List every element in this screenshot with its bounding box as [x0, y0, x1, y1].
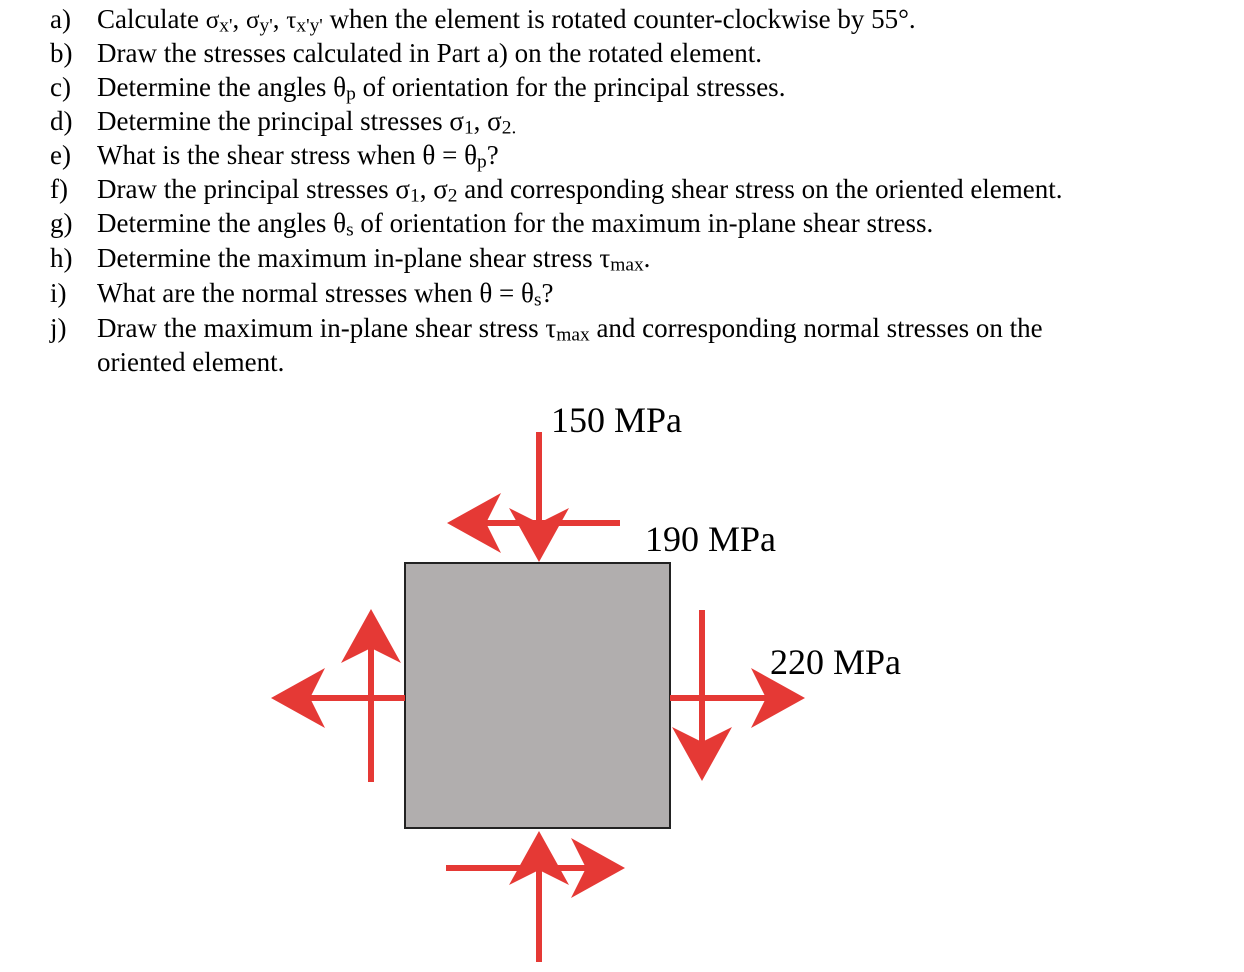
question-text: Determine the angles $\theta_s$ of orientation for the maximum in-plane shear stress. — [97, 208, 934, 241]
question-label: a) — [50, 4, 71, 34]
stress-element-square — [405, 563, 670, 828]
question-label: b) — [50, 38, 73, 68]
label-190-mpa: 190 MPa — [645, 519, 777, 559]
question-label: d) — [50, 106, 73, 136]
question-label: c) — [50, 72, 71, 102]
question-label: j) — [50, 313, 67, 343]
question-text: Determine the maximum in-plane shear stress $\tau_{max}$. — [97, 243, 651, 276]
question-text: Draw the maximum in-plane shear stress $\tau_{max}$ and corresponding normal stresses on the — [97, 313, 1043, 346]
question-label: f) — [50, 174, 68, 204]
question-label: e) — [50, 140, 71, 170]
question-label: h) — [50, 243, 73, 273]
question-text: Determine the angles $\theta_p$ of orientation for the principal stresses. — [97, 72, 786, 105]
question-text: Draw the principal stresses $\sigma_1$, $\sigma_2$ and corresponding shear stress on the oriented element. — [97, 174, 1063, 207]
question-text: What are the normal stresses when $\theta = \theta_s$? — [97, 278, 554, 311]
question-label: g) — [50, 208, 73, 238]
question-label: i) — [50, 278, 67, 308]
question-text: oriented element. — [97, 347, 285, 377]
question-text: Determine the principal stresses $\sigma_1$, $\sigma_{2.}$ — [97, 106, 517, 139]
label-220-mpa: 220 MPa — [770, 642, 902, 682]
label-150-mpa: 150 MPa — [551, 400, 683, 440]
question-text: Calculate $\sigma_{x'}$, $\sigma_{y'}$, $\tau_{x'y'}$ when the element is rotated counter-clockwise by 55°. — [97, 4, 916, 37]
question-text: Draw the stresses calculated in Part a) on the rotated element. — [97, 38, 762, 68]
question-text: What is the shear stress when $\theta = \theta_p$? — [97, 140, 499, 173]
